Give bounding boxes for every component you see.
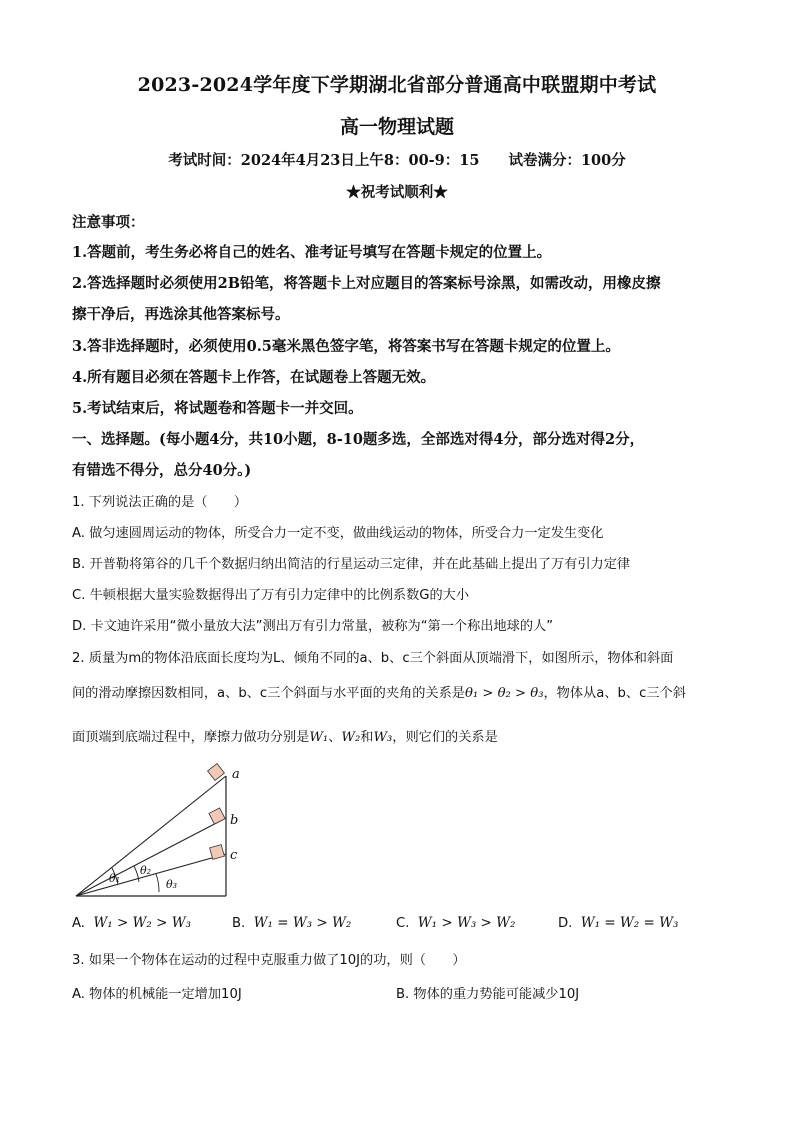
- note-item-1: 1.答题前，考生务必将自己的姓名、准考证号填写在答题卡规定的位置上。: [72, 244, 552, 261]
- incline-b: [76, 818, 226, 896]
- block-a: [208, 764, 225, 781]
- block-c: [210, 845, 225, 860]
- q1-stem: 1. 下列说法正确的是（ ）: [72, 495, 248, 510]
- incline-figure: [60, 758, 260, 903]
- label-theta1: θ₁: [109, 872, 121, 885]
- q2-option-b: B. W₁ = W₃ > W₂: [232, 915, 352, 931]
- exam-subtitle: 高一物理试题: [339, 116, 454, 138]
- label-theta2: θ₂: [140, 864, 152, 877]
- q3-option-b: B. 物体的重力势能可能减少10J: [396, 987, 580, 1002]
- section-heading-line1: 一、选择题。(每小题4分，共10小题，8-10题多选，全部选对得4分，部分选对得2分，: [72, 431, 645, 448]
- label-b: b: [230, 813, 239, 828]
- exam-wish: ★祝考试顺利★: [346, 184, 448, 201]
- q3-stem: 3. 如果一个物体在运动的过程中克服重力做了10J的功，则（ ）: [72, 953, 466, 968]
- q3-option-a: A. 物体的机械能一定增加10J: [72, 987, 242, 1002]
- note-item-5: 5.考试结束后，将试题卷和答题卡一并交回。: [72, 400, 363, 417]
- label-c: c: [230, 848, 238, 863]
- note-item-4: 4.所有题目必须在答题卡上作答，在试题卷上答题无效。: [72, 369, 436, 386]
- section-heading-line2: 有错选不得分，总分40分。): [72, 462, 252, 479]
- q2-option-d: D. W₁ = W₂ = W₃: [558, 915, 679, 931]
- q1-option-d: D. 卡文迪许采用“微小量放大法”测出万有引力常量，被称为“第一个称出地球的人”: [72, 619, 554, 634]
- q1-option-b: B. 开普勒将第谷的几千个数据归纳出简洁的行星运动三定律，并在此基础上提出了万有引力定律: [72, 557, 631, 572]
- notes-heading: 注意事项：: [72, 214, 145, 231]
- q2-stem-line3: 面顶端到底端过程中，摩擦力做功分别是W₁、W₂和W₃，则它们的关系是: [72, 730, 498, 745]
- angle-relation: θ₁ > θ₂ > θ₃: [464, 686, 544, 701]
- exam-title: 2023-2024学年度下学期湖北省部分普通高中联盟期中考试: [137, 74, 657, 96]
- angle-arc-3: [156, 874, 159, 892]
- note-item-2-cont: 擦干净后，再选涂其他答案标号。: [72, 306, 290, 323]
- q1-option-a: A. 做匀速圆周运动的物体，所受合力一定不变，做曲线运动的物体，所受合力一定发生变化: [72, 526, 604, 541]
- q2-stem-line1: 2. 质量为m的物体沿底面长度均为L、倾角不同的a、b、c三个斜面从顶端滑下，如图所示，物体和斜面: [72, 651, 674, 666]
- label-a: a: [232, 767, 240, 782]
- q2-option-c: C. W₁ > W₃ > W₂: [396, 915, 516, 931]
- note-item-2: 2.答选择题时必须使用2B铅笔，将答题卡上对应题目的答案标号涂黑，如需改动，用橡皮擦: [72, 275, 661, 292]
- incline-a: [76, 776, 226, 896]
- block-b: [209, 808, 225, 824]
- q2-stem-line2: 间的滑动摩擦因数相同，a、b、c三个斜面与水平面的夹角的关系是θ₁ > θ₂ > θ₃，物体从a、b、c三个斜: [72, 686, 686, 701]
- q2-option-a: A. W₁ > W₂ > W₃: [72, 915, 192, 931]
- exam-info: 考试时间：2024年4月23日上午8：00-9：15 试卷满分：100分: [168, 152, 626, 169]
- label-theta3: θ₃: [166, 878, 178, 891]
- note-item-3: 3.答非选择题时，必须使用0.5毫米黑色签字笔，将答案书写在答题卡规定的位置上。: [72, 338, 620, 355]
- q1-option-c: C. 牛顿根据大量实验数据得出了万有引力定律中的比例系数G的大小: [72, 588, 470, 603]
